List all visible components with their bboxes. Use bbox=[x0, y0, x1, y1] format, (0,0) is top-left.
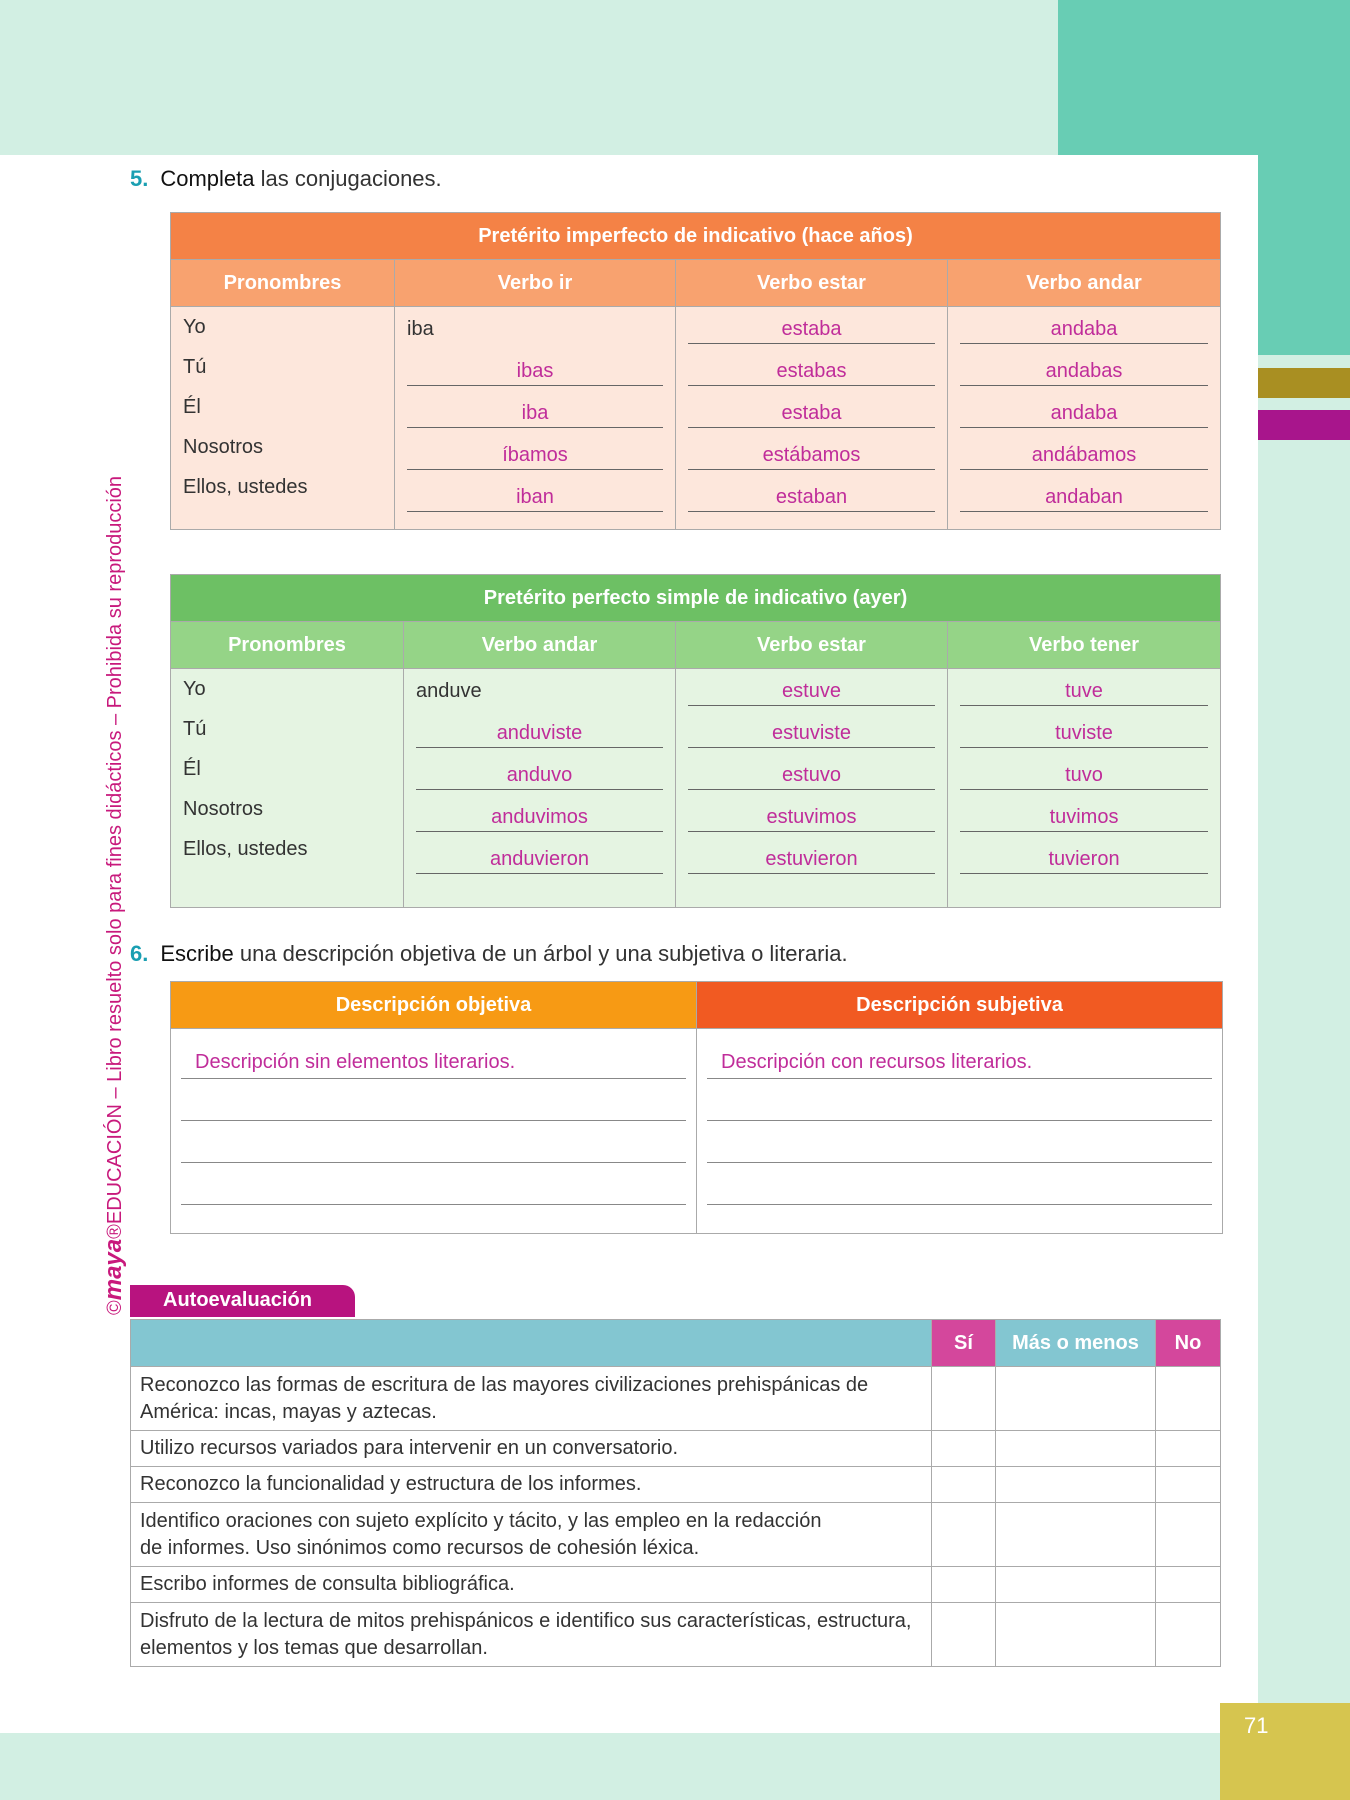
objective-answer: Descripción sin elementos literarios. bbox=[195, 1051, 516, 1073]
answer-field[interactable]: anduvimos bbox=[491, 806, 588, 828]
check-no[interactable] bbox=[1156, 1467, 1221, 1503]
olive-edge-tab bbox=[1258, 368, 1350, 398]
criterion: Reconozco las formas de escritura de las mayores civilizaciones prehispánicas de América: incas, mayas y aztecas. bbox=[131, 1367, 932, 1431]
teal-corner-block bbox=[1058, 0, 1350, 155]
answer-field[interactable]: andabas bbox=[1045, 360, 1123, 382]
check-mas-o-menos[interactable] bbox=[996, 1603, 1156, 1667]
verb-estar-cell bbox=[676, 669, 948, 908]
answer-field[interactable]: anduvieron bbox=[490, 848, 589, 870]
answer-field[interactable]: estuvieron bbox=[765, 848, 858, 870]
answer-field[interactable]: estaba bbox=[781, 402, 842, 424]
pronoun: Tú bbox=[183, 356, 207, 378]
answer-field[interactable]: estábamos bbox=[762, 444, 861, 466]
answer-field[interactable]: anduvo bbox=[506, 764, 573, 786]
objective-answer-area[interactable] bbox=[171, 1029, 697, 1234]
check-si[interactable] bbox=[932, 1431, 996, 1467]
header-mas-o-menos: Más o menos bbox=[996, 1320, 1156, 1367]
subjective-answer: Descripción con recursos literarios. bbox=[721, 1051, 1033, 1073]
self-assessment-table bbox=[130, 1319, 1221, 1667]
check-no[interactable] bbox=[1156, 1431, 1221, 1467]
pronoun: Yo bbox=[183, 316, 206, 338]
pronoun: Nosotros bbox=[183, 798, 264, 820]
pronoun: Ellos, ustedes bbox=[183, 838, 308, 860]
col-header: Pronombres bbox=[171, 260, 395, 307]
verb-tener-cell bbox=[948, 669, 1221, 908]
col-header: Verbo ir bbox=[395, 260, 676, 307]
given-answer: iba bbox=[407, 318, 434, 340]
pronoun: Él bbox=[183, 758, 201, 780]
answer-field[interactable]: tuviste bbox=[1055, 722, 1113, 744]
check-mas-o-menos[interactable] bbox=[996, 1503, 1156, 1567]
pronoun-cell bbox=[171, 307, 395, 530]
answer-field[interactable]: estabas bbox=[776, 360, 847, 382]
check-no[interactable] bbox=[1156, 1567, 1221, 1603]
objective-header: Descripción objetiva bbox=[171, 982, 697, 1029]
header-no: No bbox=[1156, 1320, 1221, 1367]
check-no[interactable] bbox=[1156, 1503, 1221, 1567]
answer-field[interactable]: estuve bbox=[782, 680, 841, 702]
check-si[interactable] bbox=[932, 1367, 996, 1431]
sidebar-text: EDUCACIÓN – Libro resuelto solo para fines didácticos – Prohibida su reproducción bbox=[104, 475, 126, 1225]
pronoun-cell bbox=[171, 669, 404, 908]
col-header: Verbo estar bbox=[676, 260, 948, 307]
criterion: Escribo informes de consulta bibliográfica. bbox=[131, 1567, 932, 1603]
answer-field[interactable]: tuvieron bbox=[1048, 848, 1120, 870]
table-perfecto-simple bbox=[170, 574, 1221, 908]
check-mas-o-menos[interactable] bbox=[996, 1567, 1156, 1603]
criterion: Disfruto de la lectura de mitos prehispánicos e identifico sus características, estructura, elementos y los temas que desarrollan. bbox=[131, 1603, 932, 1667]
question-6: 6. Escribe una descripción objetiva de un árbol y una subjetiva o literaria. bbox=[130, 941, 848, 966]
teal-side-block bbox=[1258, 155, 1350, 355]
header-si: Sí bbox=[932, 1320, 996, 1367]
check-mas-o-menos[interactable] bbox=[996, 1431, 1156, 1467]
verb-andar-cell bbox=[948, 307, 1221, 530]
subjective-answer-area[interactable] bbox=[697, 1029, 1223, 1234]
page-number: 71 bbox=[1244, 1713, 1269, 1738]
answer-field[interactable]: estaba bbox=[781, 318, 842, 340]
verb-estar-cell bbox=[676, 307, 948, 530]
table-imperfecto bbox=[170, 212, 1221, 530]
col-header: Verbo tener bbox=[948, 622, 1221, 669]
header-blank bbox=[131, 1320, 932, 1367]
bottom-band bbox=[0, 1733, 1350, 1800]
pronoun: Ellos, ustedes bbox=[183, 476, 308, 498]
sidebar-copyright: ©maya®EDUCACIÓN – Libro resuelto solo para fines didácticos – Prohibida su reproducción bbox=[100, 475, 127, 1315]
check-si[interactable] bbox=[932, 1603, 996, 1667]
answer-field[interactable]: íbamos bbox=[502, 444, 568, 466]
check-si[interactable] bbox=[932, 1503, 996, 1567]
check-mas-o-menos[interactable] bbox=[996, 1467, 1156, 1503]
col-header: Pronombres bbox=[171, 622, 404, 669]
col-header: Verbo andar bbox=[404, 622, 676, 669]
answer-field[interactable]: andaban bbox=[1045, 486, 1123, 508]
table-imperfecto-title: Pretérito imperfecto de indicativo (hace años) bbox=[171, 213, 1221, 260]
answer-field[interactable]: iban bbox=[516, 486, 554, 508]
answer-field[interactable]: estuviste bbox=[772, 722, 851, 744]
criterion: Reconozco la funcionalidad y estructura de los informes. bbox=[131, 1467, 932, 1503]
col-header: Verbo estar bbox=[676, 622, 948, 669]
answer-field[interactable]: andábamos bbox=[1031, 444, 1137, 466]
check-si[interactable] bbox=[932, 1567, 996, 1603]
verb-andar-cell bbox=[404, 669, 676, 908]
autoevaluacion-tab: Autoevaluación bbox=[130, 1285, 355, 1317]
brand-logo: maya bbox=[100, 1238, 127, 1301]
given-answer: anduve bbox=[416, 680, 482, 702]
check-mas-o-menos[interactable] bbox=[996, 1367, 1156, 1431]
criterion: Utilizo recursos variados para intervenir en un conversatorio. bbox=[131, 1431, 932, 1467]
answer-field[interactable]: andaba bbox=[1050, 402, 1118, 424]
answer-field[interactable]: tuvimos bbox=[1049, 806, 1119, 828]
table-perfecto-title: Pretérito perfecto simple de indicativo (ayer) bbox=[171, 575, 1221, 622]
question-5: 5. Completa las conjugaciones. bbox=[130, 166, 442, 191]
answer-field[interactable]: estuvo bbox=[782, 764, 841, 786]
check-no[interactable] bbox=[1156, 1367, 1221, 1431]
col-header: Verbo andar bbox=[948, 260, 1221, 307]
pronoun: Nosotros bbox=[183, 436, 264, 458]
check-si[interactable] bbox=[932, 1467, 996, 1503]
pronoun: Tú bbox=[183, 718, 207, 740]
page-number-box bbox=[1220, 1703, 1350, 1800]
description-table bbox=[170, 981, 1223, 1234]
answer-field[interactable]: iba bbox=[521, 402, 549, 424]
check-no[interactable] bbox=[1156, 1603, 1221, 1667]
pronoun: Él bbox=[183, 396, 201, 418]
top-band bbox=[0, 0, 1058, 155]
criterion: Identifico oraciones con sujeto explícito y tácito, y las empleo en la redacción de informes. Uso sinónimos como recursos de cohesión léxica. bbox=[131, 1503, 932, 1567]
answer-field[interactable]: ibas bbox=[516, 360, 554, 382]
verb-ir-cell bbox=[395, 307, 676, 530]
answer-field[interactable]: estuvimos bbox=[766, 806, 857, 828]
answer-field[interactable]: andaba bbox=[1050, 318, 1118, 340]
magenta-edge-tab bbox=[1258, 410, 1350, 440]
pronoun: Yo bbox=[183, 678, 206, 700]
subjective-header: Descripción subjetiva bbox=[697, 982, 1223, 1029]
answer-field[interactable]: estaban bbox=[775, 486, 848, 508]
answer-field[interactable]: tuvo bbox=[1065, 764, 1103, 786]
answer-field[interactable]: anduviste bbox=[496, 722, 583, 744]
answer-field[interactable]: tuve bbox=[1065, 680, 1103, 702]
